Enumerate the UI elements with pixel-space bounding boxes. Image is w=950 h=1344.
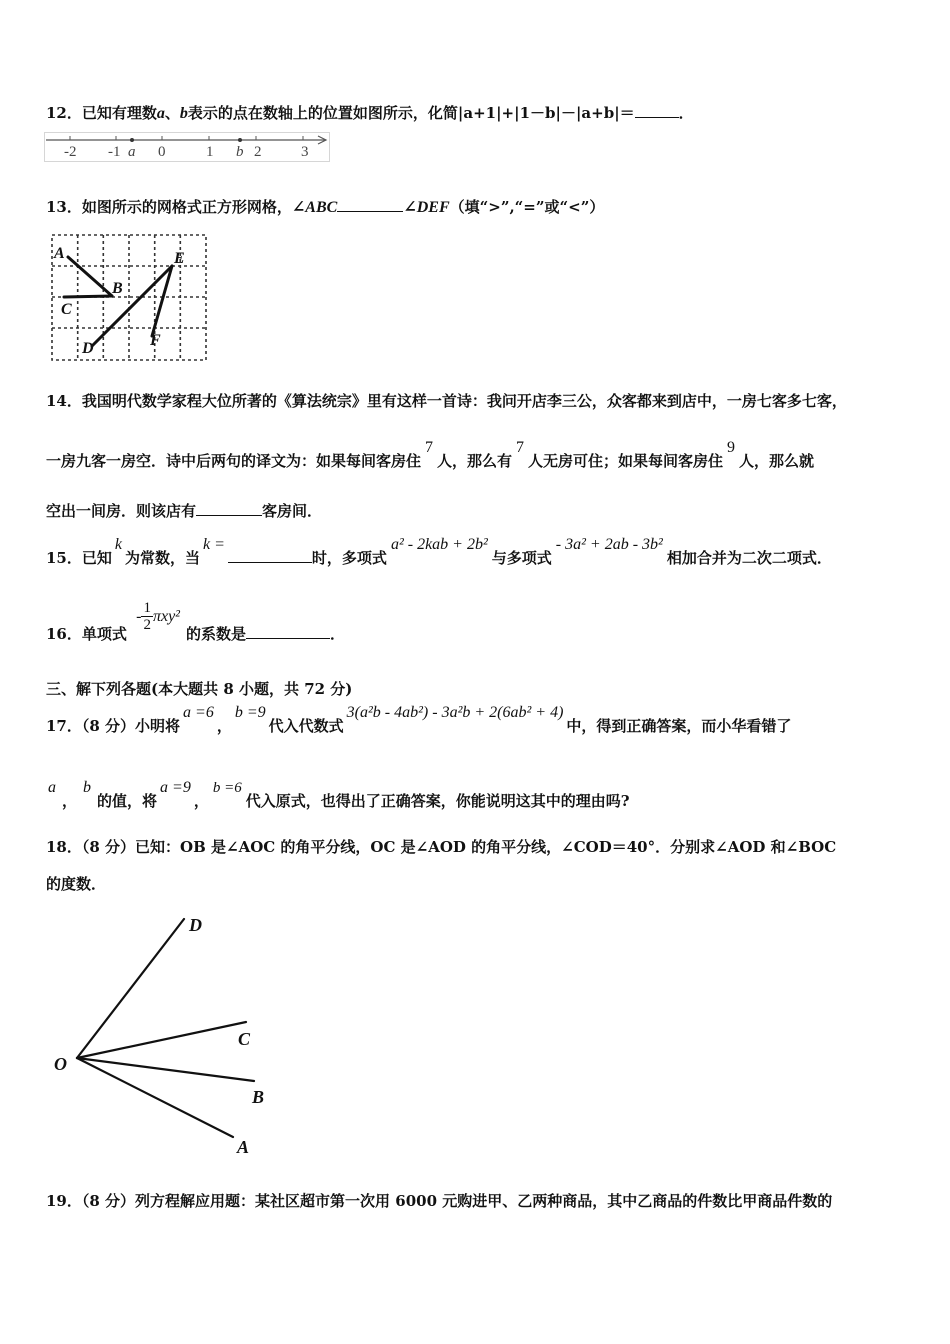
q17-line2 bbox=[48, 779, 630, 811]
label-d: D bbox=[82, 340, 94, 357]
grid-figure bbox=[48, 232, 210, 364]
q12-var-a: a bbox=[156, 105, 165, 122]
q16-monomial: πxy² bbox=[152, 607, 180, 625]
q13-answer-blank bbox=[337, 197, 403, 212]
q16-frac-num: 1 bbox=[143, 600, 151, 616]
q15-text-4: 与多项式 bbox=[491, 549, 552, 567]
q12-text-b: 表示的点在数轴上的位置如图所示，化简| bbox=[187, 104, 464, 122]
q13-text-b: （填“>”,“=”或“<”） bbox=[449, 198, 605, 216]
label-c: C bbox=[61, 301, 72, 318]
q16-fraction bbox=[141, 600, 153, 633]
q13-angle-def: ∠DEF bbox=[403, 199, 450, 216]
q14-text-2b: 人，那么有 bbox=[437, 452, 513, 470]
q14-num-7a: 7 bbox=[425, 439, 434, 456]
q16-end: ． bbox=[329, 624, 345, 643]
q17-line1 bbox=[46, 704, 792, 736]
q14-line3 bbox=[46, 500, 322, 521]
q18-text-1: （8 分）已知：OB 是∠AOC 的角平分线，OC 是∠AOD 的角平分线，∠COD＝40°．分别求∠AOD 和∠BOC bbox=[81, 838, 837, 856]
q14-number: 14． bbox=[46, 392, 82, 410]
q15-k-equals: k = bbox=[203, 536, 225, 553]
q17-text-5: 代入原式，也得出了正确答案，你能说明这其中的理由吗? bbox=[245, 792, 630, 810]
q16-text-2: 的系数是 bbox=[185, 624, 246, 643]
number-line-figure bbox=[44, 132, 334, 164]
label-c: C bbox=[238, 1029, 251, 1049]
q15-polynomial-1: a² - 2kab + 2b² bbox=[390, 536, 488, 553]
q15-text-2: 为常数，当 bbox=[125, 549, 201, 567]
label-o: O bbox=[54, 1054, 67, 1074]
q18-line1 bbox=[46, 836, 836, 857]
q14-text-1: 我国明代数学家程大位所著的《算法统宗》里有这样一首诗：我问开店李三公，众客都来到店中，一房七客多七客， bbox=[81, 392, 847, 410]
q17-a-9: a =9 bbox=[160, 779, 191, 796]
q14-text-2a: 一房九客一房空．诗中后两句的译文为：如果每间客房住 bbox=[46, 452, 422, 470]
q15-polynomial-2: - 3a² + 2ab - 3b² bbox=[555, 536, 663, 553]
q19-text-1: （8 分）列方程解应用题：某社区超市第一次用 6000 元购进甲、乙两种商品，其中乙商品的件数比甲商品件数的 bbox=[81, 1192, 833, 1210]
q14-text-2d: 人，那么就 bbox=[739, 452, 815, 470]
q15-number: 15． bbox=[46, 549, 82, 567]
q13-angle-abc: ∠ABC bbox=[291, 199, 338, 216]
q17-number: 17． bbox=[46, 717, 82, 735]
q12-number: 12． bbox=[46, 104, 82, 122]
q12-answer-blank bbox=[635, 103, 679, 118]
label-b: B bbox=[252, 1087, 265, 1107]
q14-answer-blank bbox=[196, 501, 262, 516]
label-e: E bbox=[174, 250, 185, 267]
q14-num-9: 9 bbox=[727, 439, 736, 456]
label-f: F bbox=[150, 332, 161, 349]
q17-comma-1: ， bbox=[216, 717, 232, 735]
q13-line bbox=[46, 196, 604, 217]
q17-a-6: a =6 bbox=[183, 704, 214, 721]
q15-var-k: k bbox=[114, 536, 122, 553]
tick-label: 0 bbox=[158, 144, 166, 160]
tick-label: b bbox=[236, 144, 244, 160]
q17-b-9: b =9 bbox=[234, 704, 266, 721]
q12-text-a: 已知有理数 bbox=[81, 104, 157, 122]
angle-figure bbox=[46, 905, 296, 1160]
q17-text-2: 代入代数式 bbox=[268, 717, 344, 735]
q14-text-2c: 人无房可住；如果每间客房住 bbox=[528, 452, 724, 470]
q17-text-1: （8 分）小明将 bbox=[81, 717, 181, 735]
q17-comma-2: ， bbox=[62, 792, 78, 810]
q17-b-6: b =6 bbox=[212, 780, 242, 796]
tick-label: 1 bbox=[206, 144, 214, 160]
q19-line1 bbox=[46, 1190, 832, 1211]
q14-line2 bbox=[46, 439, 815, 471]
q12-var-b: b bbox=[179, 105, 188, 122]
q17-expression: 3(a²b - 4ab²) - 3a²b + 2(6ab² + 4) bbox=[346, 704, 564, 721]
q13-text-a: 如图所示的网格式正方形网格， bbox=[81, 198, 292, 216]
q14-text-3a: 空出一间房．则该店有 bbox=[46, 502, 197, 520]
q16-text-1: 单项式 bbox=[81, 624, 127, 643]
q15-answer-blank bbox=[228, 548, 312, 563]
q17-var-b: b bbox=[83, 779, 92, 796]
q15-text-1: 已知 bbox=[81, 549, 112, 567]
q15-line bbox=[46, 536, 832, 568]
q12-expression: a+1|+|1－b|－|a+b|＝ bbox=[463, 104, 635, 122]
q12-line bbox=[46, 102, 694, 123]
q18-number: 18． bbox=[46, 838, 82, 856]
tick-label: 3 bbox=[301, 144, 309, 160]
q19-number: 19． bbox=[46, 1192, 82, 1210]
q15-text-5: 相加合并为二次二项式． bbox=[666, 549, 832, 567]
label-d: D bbox=[189, 915, 202, 935]
q16-answer-blank bbox=[246, 624, 330, 639]
label-a: A bbox=[54, 245, 65, 262]
q14-line1 bbox=[46, 390, 847, 411]
q16-line bbox=[46, 600, 345, 643]
q14-text-3b: 客房间． bbox=[262, 502, 323, 520]
q16-frac-den: 2 bbox=[143, 617, 151, 633]
q12-end: ． bbox=[678, 104, 694, 122]
q13-number: 13． bbox=[46, 198, 82, 216]
tick-label: -2 bbox=[64, 144, 77, 160]
q16-number: 16． bbox=[46, 624, 82, 643]
tick-label: a bbox=[128, 144, 136, 160]
q16-minus: - bbox=[136, 607, 142, 625]
q12-sep: 、 bbox=[164, 104, 180, 122]
q17-comma-3: ， bbox=[193, 792, 209, 810]
q18-line2: 的度数． bbox=[46, 875, 107, 893]
tick-label: 2 bbox=[254, 144, 262, 160]
q14-num-7b: 7 bbox=[516, 439, 525, 456]
label-b: B bbox=[112, 280, 123, 297]
q17-text-3: 中，得到正确答案，而小华看错了 bbox=[566, 717, 792, 735]
label-a: A bbox=[237, 1137, 250, 1157]
q15-text-3: 时，多项式 bbox=[311, 549, 387, 567]
tick-label: -1 bbox=[108, 144, 121, 160]
q17-text-4: 的值，将 bbox=[97, 792, 158, 810]
section-3-heading: 三、解下列各题(本大题共 8 小题，共 72 分) bbox=[46, 680, 353, 698]
q17-var-a: a bbox=[48, 779, 56, 796]
